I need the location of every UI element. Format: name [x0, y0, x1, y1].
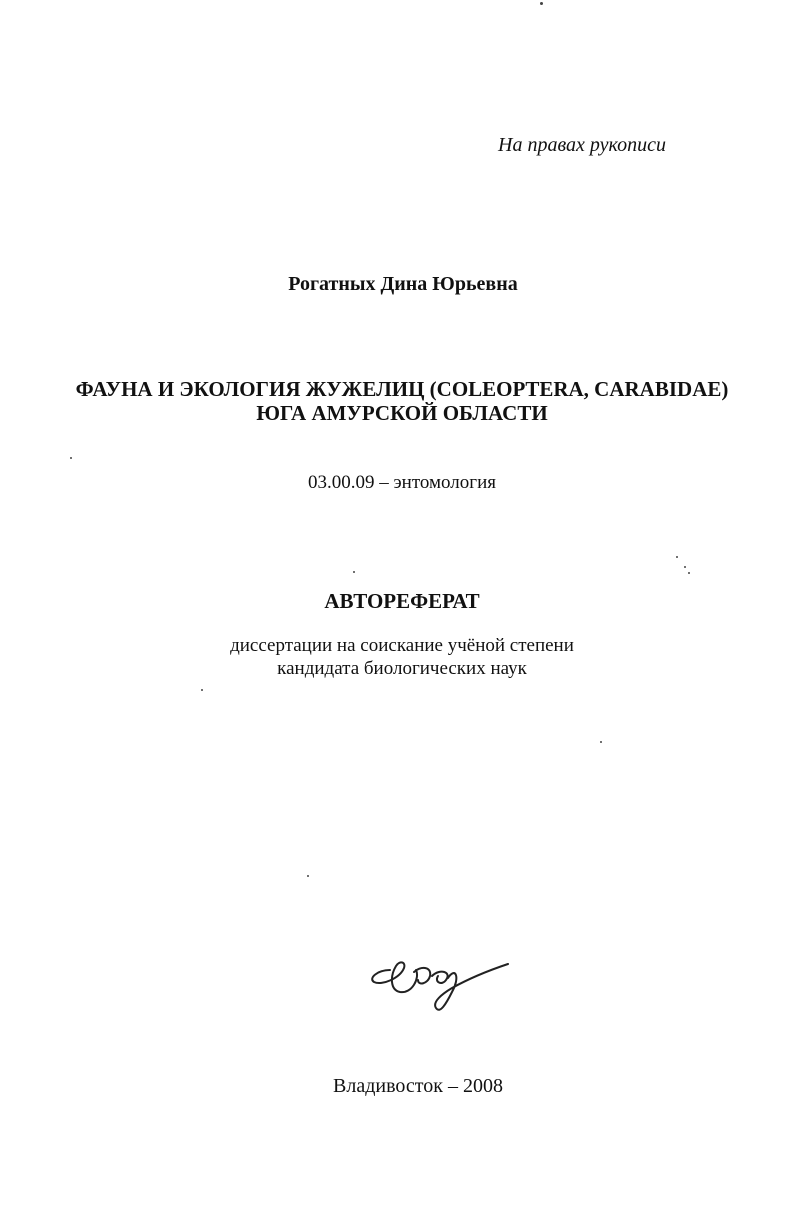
- author-signature: [360, 948, 520, 1028]
- document-type: АВТОРЕФЕРАТ: [324, 589, 480, 613]
- specialty-code: 03.00.09 – энтомология: [308, 472, 496, 493]
- scan-speck: [70, 457, 72, 459]
- scan-speck: [600, 741, 602, 743]
- scan-speck: [688, 572, 690, 574]
- description-line-2: кандидата биологических наук: [277, 658, 527, 679]
- scan-speck: [201, 689, 203, 691]
- title-line-1: ФАУНА И ЭКОЛОГИЯ ЖУЖЕЛИЦ (COLEOPTERA, CARABIDAE): [75, 377, 729, 401]
- scan-speck: [540, 2, 543, 5]
- place-and-year: Владивосток – 2008: [333, 1075, 503, 1097]
- scan-speck: [676, 556, 678, 558]
- description-line-1: диссертации на соискание учёной степени: [230, 635, 574, 656]
- scan-speck: [353, 571, 355, 573]
- scan-speck: [684, 566, 686, 568]
- rights-note: На правах рукописи: [498, 134, 666, 156]
- document-title: [2, 377, 800, 425]
- author-name: Рогатных Дина Юрьевна: [288, 273, 518, 295]
- scan-speck: [307, 875, 309, 877]
- title-line-2: ЮГА АМУРСКОЙ ОБЛАСТИ: [256, 401, 548, 425]
- degree-description: [2, 634, 800, 680]
